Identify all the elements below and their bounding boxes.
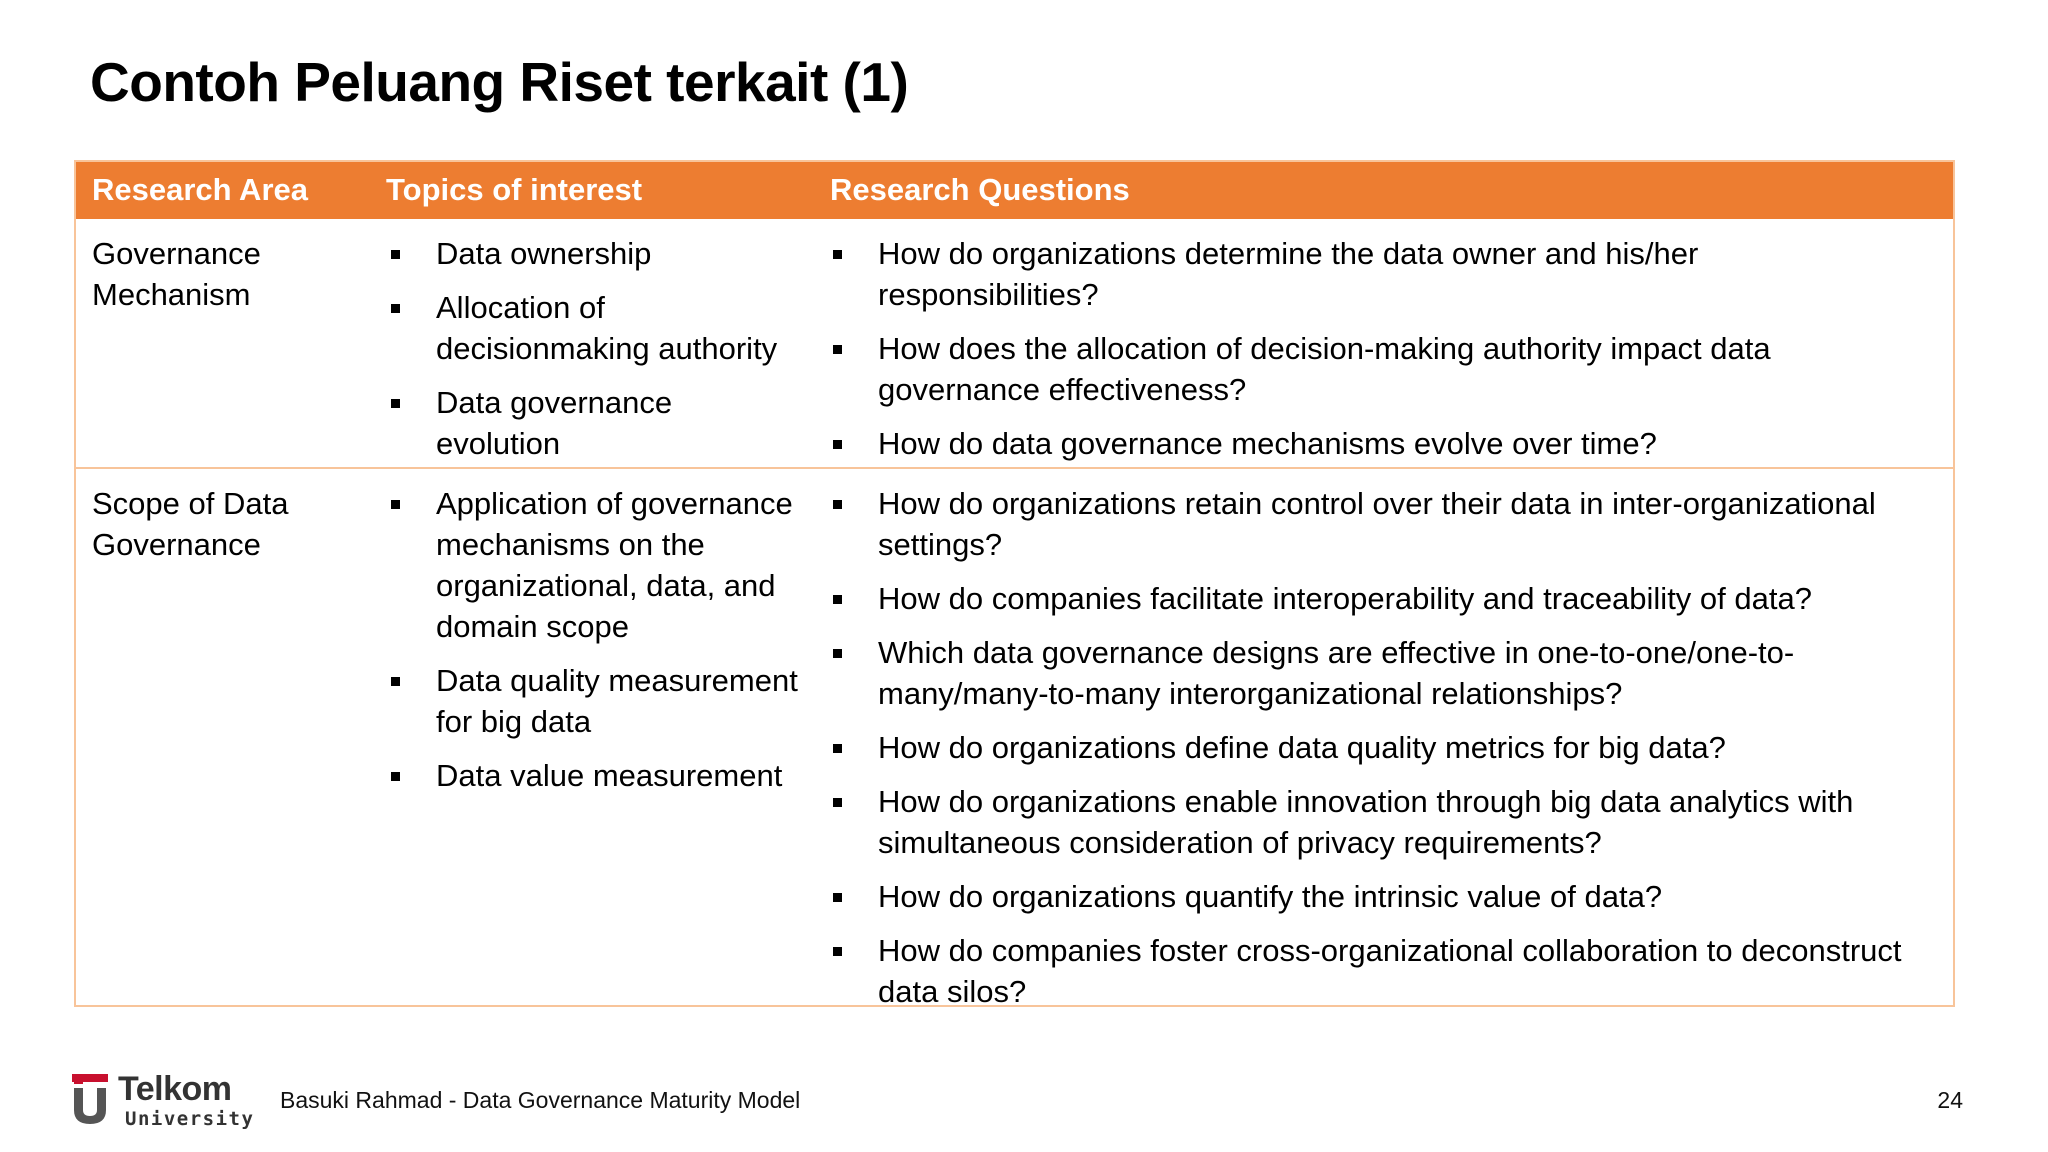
slide-title: Contoh Peluang Riset terkait (1) bbox=[90, 51, 909, 113]
topics-list bbox=[388, 233, 888, 477]
question-item: How do organizations determine the data owner and his/her responsibilities? bbox=[830, 233, 1778, 315]
telkom-university-logo bbox=[72, 1070, 255, 1132]
page-number: 24 bbox=[1937, 1087, 1963, 1113]
logo-text: Telkom bbox=[118, 1070, 232, 1108]
table-header bbox=[76, 162, 1953, 219]
questions-list bbox=[830, 483, 1940, 1025]
question-item: How do organizations retain control over their data in inter-organizational settings? bbox=[830, 483, 1940, 565]
header-research-area: Research Area bbox=[92, 172, 308, 207]
questions-list bbox=[830, 233, 1940, 477]
question-item: How does the allocation of decision-making authority impact data governance effectiveness? bbox=[830, 328, 1838, 410]
question-item: How do organizations define data quality metrics for big data? bbox=[830, 727, 1940, 768]
topic-item: Data quality measurement for big data bbox=[388, 660, 836, 742]
topic-item: Data ownership bbox=[388, 233, 888, 274]
telkom-university-logo-icon bbox=[72, 1074, 108, 1126]
question-item: How do organizations quantify the intrinsic value of data? bbox=[830, 876, 1940, 917]
topic-item: Data governance evolution bbox=[388, 382, 766, 464]
research-table bbox=[74, 160, 1955, 1007]
logo-subtext: University bbox=[125, 1108, 255, 1130]
table-row bbox=[76, 219, 1953, 469]
research-area-cell: Scope of Data Governance bbox=[92, 486, 289, 562]
topic-item: Allocation of decisionmaking authority bbox=[388, 287, 816, 369]
question-item: Which data governance designs are effective in one-to-one/one-to-many/many-to-many interorganizational relationships? bbox=[830, 632, 1878, 714]
question-item: How do companies foster cross-organizational collaboration to deconstruct data silos? bbox=[830, 930, 1940, 1012]
header-topics: Topics of interest bbox=[386, 172, 643, 207]
table-row bbox=[76, 469, 1953, 1007]
question-item: How do data governance mechanisms evolve over time? bbox=[830, 423, 1940, 464]
header-questions: Research Questions bbox=[830, 172, 1130, 207]
topics-list bbox=[388, 483, 888, 809]
topic-item: Application of governance mechanisms on the organizational, data, and domain scope bbox=[388, 483, 836, 647]
question-item: How do organizations enable innovation through big data analytics with simultaneous consideration of privacy requirements? bbox=[830, 781, 1958, 863]
footer-text: Basuki Rahmad - Data Governance Maturity Model bbox=[280, 1087, 801, 1113]
topic-item: Data value measurement bbox=[388, 755, 888, 796]
research-area-cell: Governance Mechanism bbox=[92, 236, 261, 312]
question-item: How do companies facilitate interoperability and traceability of data? bbox=[830, 578, 1940, 619]
